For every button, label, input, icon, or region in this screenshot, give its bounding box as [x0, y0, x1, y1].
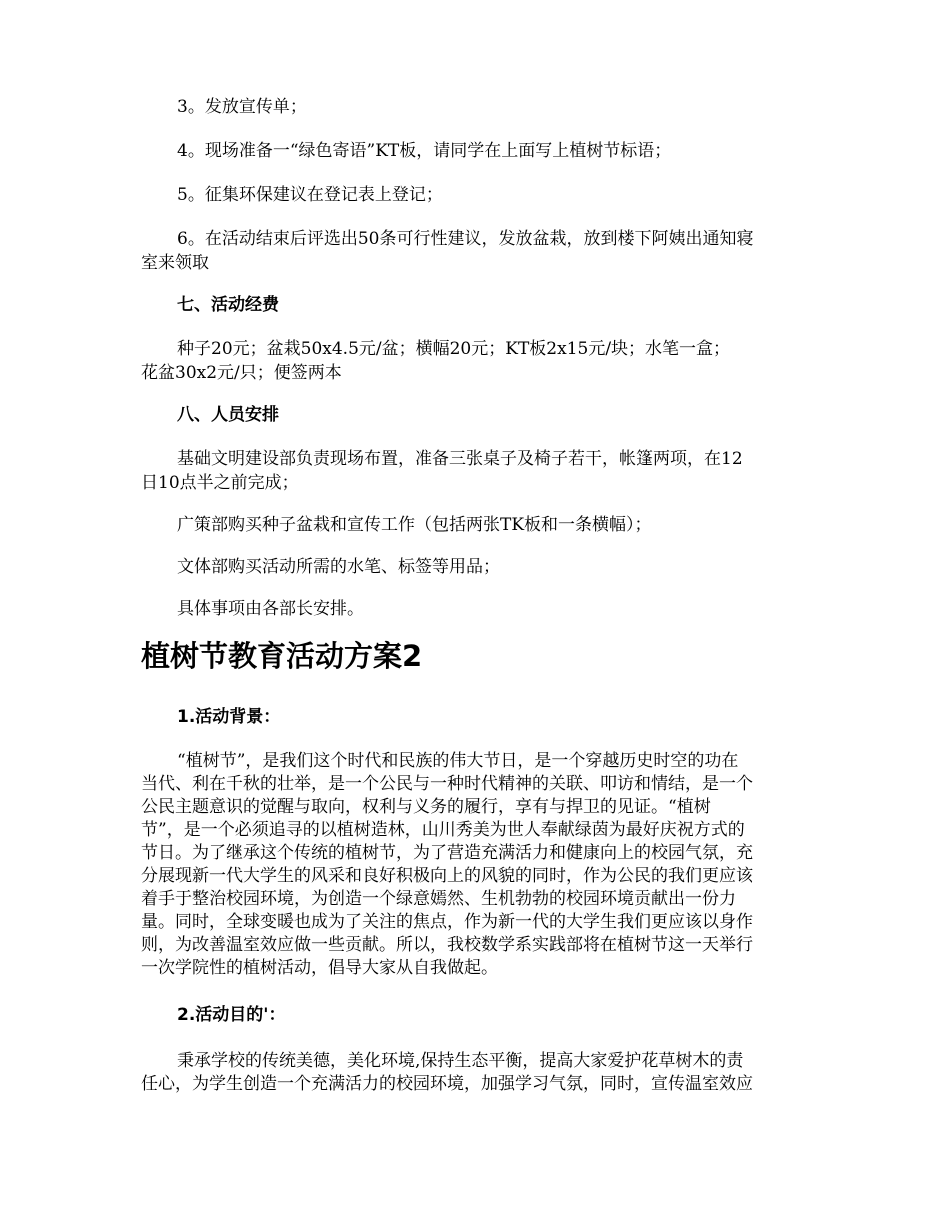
list-item-6-line-2: 室来领取	[141, 253, 209, 273]
section-8-heading: 八、人员安排	[177, 405, 279, 425]
staff-paragraph-4: 具体事项由各部长安排。	[177, 599, 364, 619]
background-line: 节”，是一个必须追寻的以植树造林，山川秀美为世人奉献绿茵为最好庆祝方式的	[141, 820, 745, 840]
purpose-line: 秉承学校的传统美德，美化环境,保持生态平衡，提高大家爱护花草树木的责	[177, 1051, 744, 1071]
list-item-3: 3。发放宣传单；	[177, 97, 307, 117]
document-title: 植树节教育活动方案2	[141, 639, 423, 673]
staff-paragraph-1-line-1: 基础文明建设部负责现场布置，准备三张桌子及椅子若干，帐篷两项，在12	[177, 449, 743, 469]
background-heading: 1.活动背景：	[177, 707, 281, 727]
background-line: 一次学院性的植树活动，倡导大家从自我做起。	[141, 958, 498, 978]
background-line: 则，为改善温室效应做一些贡献。所以，我校数学系实践部将在植树节这一天举行	[141, 935, 753, 955]
purpose-heading: 2.活动目的'：	[177, 1005, 286, 1025]
list-item-4: 4。现场准备一“绿色寄语”KT板，请同学在上面写上植树节标语；	[177, 141, 672, 161]
staff-paragraph-3: 文体部购买活动所需的水笔、标签等用品；	[177, 557, 500, 577]
background-line: 量。同时，全球变暖也成为了关注的焦点，作为新一代的大学生我们更应该以身作	[141, 912, 753, 932]
background-line: 着手于整治校园环境，为创造一个绿意嫣然、生机勃勃的校园环境贡献出一份力	[141, 889, 736, 909]
staff-paragraph-2: 广策部购买种子盆栽和宣传工作（包括两张TK板和一条横幅）；	[177, 515, 652, 535]
budget-line-2: 花盆30x2元/只；便签两本	[141, 363, 342, 383]
staff-paragraph-1-line-2: 日10点半之前完成；	[141, 473, 299, 493]
section-7-heading: 七、活动经费	[177, 295, 279, 315]
budget-line-1: 种子20元；盆栽50x4.5元/盆；横幅20元；KT板2x15元/块；水笔一盒；	[177, 339, 731, 359]
purpose-line: 任心，为学生创造一个充满活力的校园环境，加强学习气氛，同时，宣传温室效应	[141, 1074, 753, 1094]
background-line: “植树节”，是我们这个时代和民族的伟大节日，是一个穿越历史时空的功在	[177, 751, 739, 771]
background-line: 节日。为了继承这个传统的植树节，为了营造充满活力和健康向上的校园气氛，充	[141, 843, 753, 863]
list-item-5: 5。征集环保建议在登记表上登记；	[177, 185, 443, 205]
background-line: 当代、利在千秋的壮举，是一个公民与一种时代精神的关联、叩访和情结，是一个	[141, 774, 753, 794]
background-line: 分展现新一代大学生的风采和良好积极向上的风貌的同时，作为公民的我们更应该	[141, 866, 753, 886]
background-line: 公民主题意识的觉醒与取向，权利与义务的履行，享有与捍卫的见证。“植树	[141, 797, 711, 817]
list-item-6-line-1: 6。在活动结束后评选出50条可行性建议，发放盆栽，放到楼下阿姨出通知寝	[177, 229, 754, 249]
